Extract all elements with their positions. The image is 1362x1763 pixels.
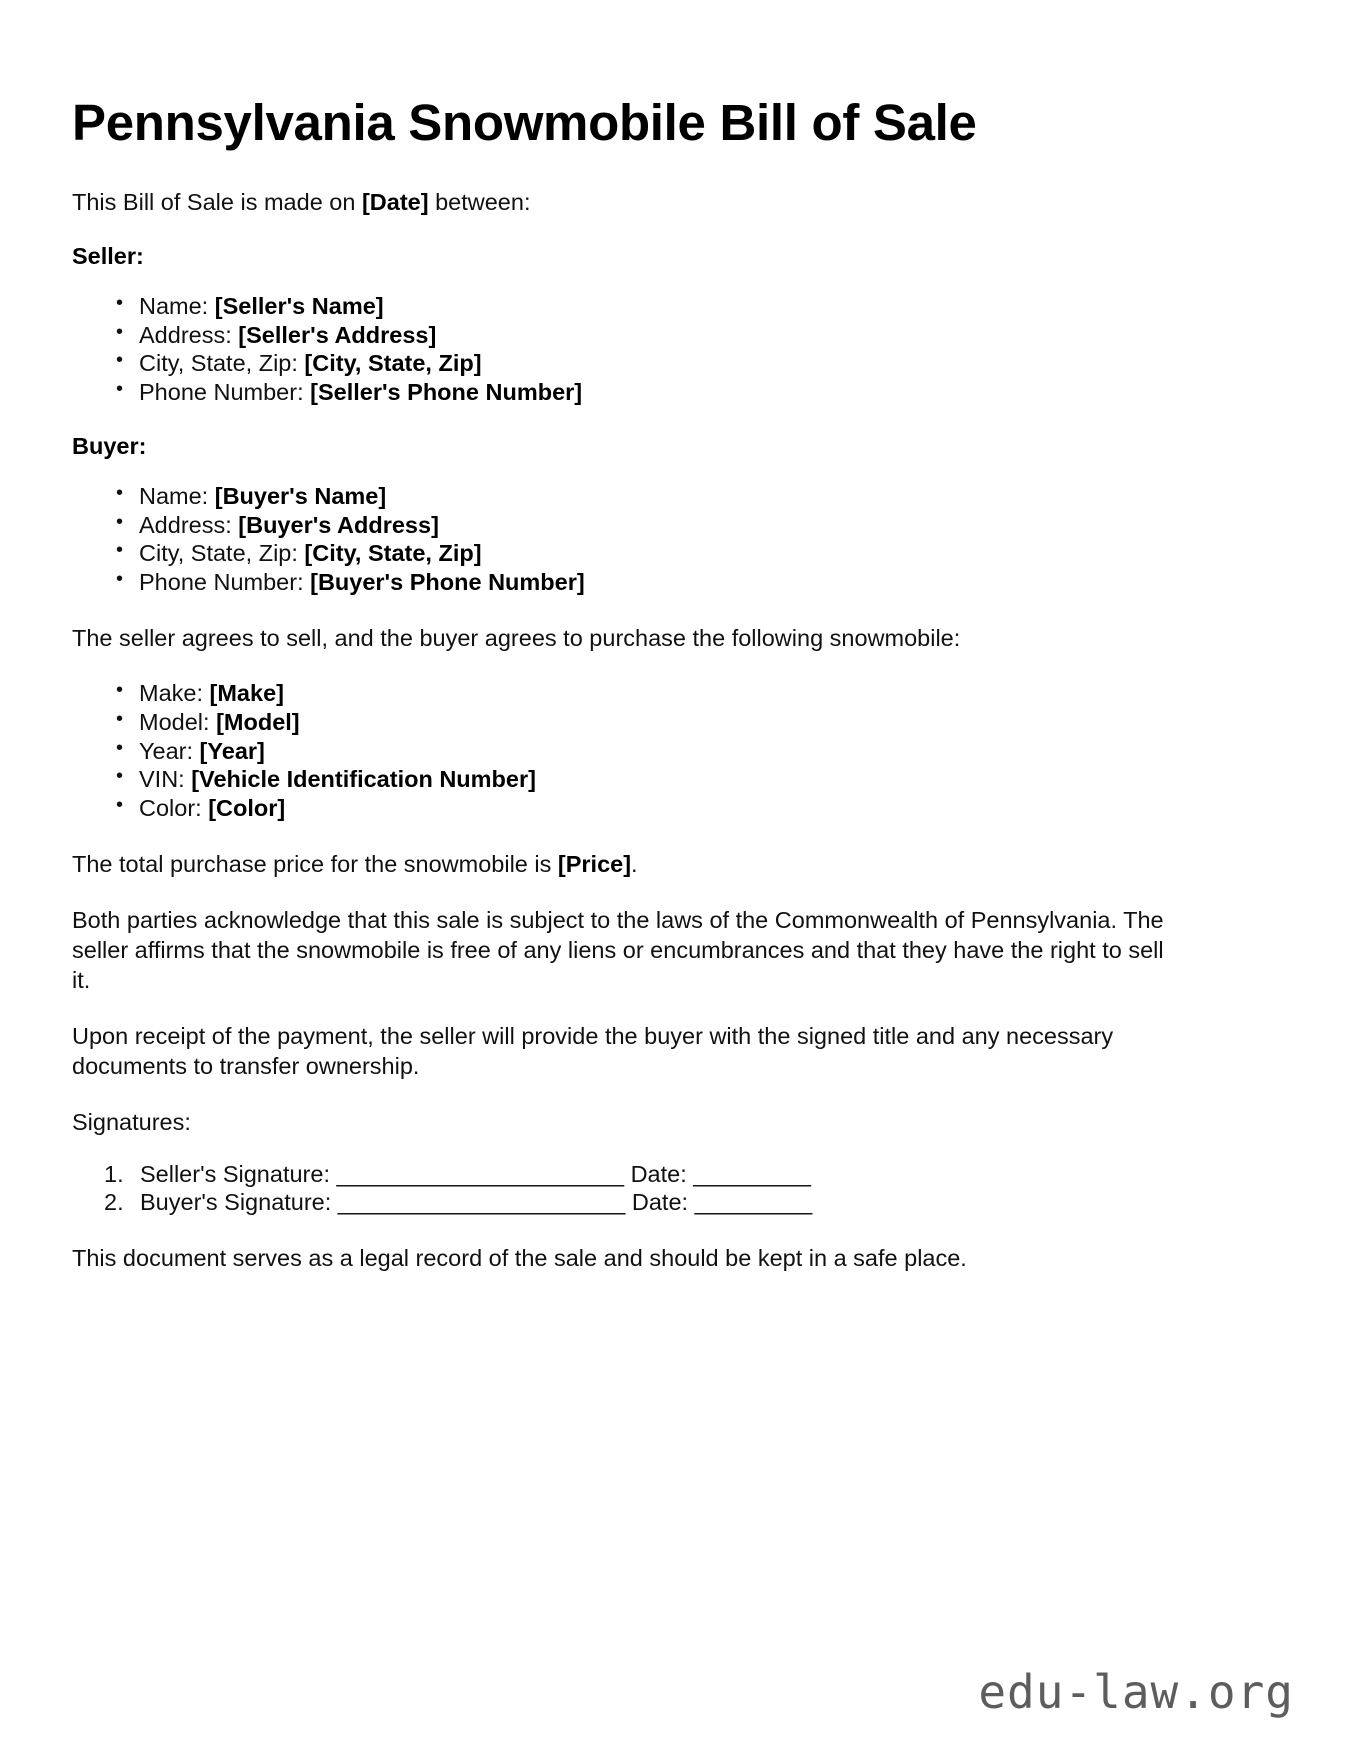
vehicle-year-label: Year: [139, 737, 200, 764]
buyer-name-value: [Buyer's Name] [214, 482, 387, 509]
list-item [112, 349, 1282, 378]
intro-text-before: This Bill of Sale is made on [72, 188, 362, 215]
list-item [112, 794, 1282, 823]
seller-phone-value: [Seller's Phone Number] [310, 379, 583, 406]
vehicle-details-list [72, 679, 1282, 823]
vehicle-make-value: [Make] [209, 680, 284, 707]
vehicle-year-value: [Year] [199, 737, 265, 764]
vehicle-model-label: Model: [139, 708, 217, 735]
vehicle-intro-paragraph: The seller agrees to sell, and the buyer agrees to purchase the following snowmobile: [72, 624, 961, 651]
list-item [112, 292, 1282, 321]
page-title: Pennsylvania Snowmobile Bill of Sale [72, 94, 977, 151]
seller-address-label: Address: [139, 321, 239, 348]
seller-phone-label: Phone Number: [139, 379, 311, 406]
site-watermark: edu-law.org [978, 1665, 1294, 1719]
buyer-heading: Buyer: [72, 432, 147, 459]
seller-citystatezip-label: City, State, Zip: [139, 350, 305, 377]
buyer-phone-label: Phone Number: [139, 569, 311, 596]
list-item [112, 679, 1282, 708]
list-item [112, 378, 1282, 407]
buyer-name-label: Name: [139, 482, 215, 509]
signatures-heading: Signatures: [72, 1109, 191, 1136]
buyer-citystatezip-label: City, State, Zip: [139, 540, 305, 567]
price-paragraph [72, 849, 1177, 879]
buyer-phone-value: [Buyer's Phone Number] [310, 569, 585, 596]
closing-paragraph: This document serves as a legal record of the sale and should be kept in a safe place. [72, 1244, 967, 1271]
list-item [112, 708, 1282, 737]
intro-text-after: between: [428, 188, 531, 215]
price-placeholder: [Price] [557, 850, 632, 877]
buyer-signature-line[interactable]: Buyer's Signature: ______________________ Date: _________ [140, 1189, 813, 1216]
seller-heading: Seller: [72, 242, 144, 269]
list-item [112, 765, 1282, 794]
seller-signature-line[interactable]: Seller's Signature: ______________________ Date: _________ [140, 1160, 811, 1187]
seller-details-list [72, 292, 1282, 407]
buyer-citystatezip-value: [City, State, Zip] [304, 540, 482, 567]
title-transfer-paragraph: Upon receipt of the payment, the seller will provide the buyer with the signed title and any necessary documents to transfer ownership. [72, 1023, 1114, 1080]
intro-paragraph [72, 187, 1177, 217]
vehicle-model-value: [Model] [216, 708, 300, 735]
vehicle-vin-label: VIN: [139, 766, 192, 793]
signature-lines-list [72, 1160, 1282, 1217]
buyer-details-list [72, 482, 1282, 597]
seller-citystatezip-value: [City, State, Zip] [304, 350, 482, 377]
list-item [112, 482, 1282, 511]
date-placeholder: [Date] [361, 188, 429, 215]
vehicle-color-value: [Color] [208, 795, 286, 822]
list-item [112, 568, 1282, 597]
price-text-before: The total purchase price for the snowmobile is [72, 850, 558, 877]
vehicle-vin-value: [Vehicle Identification Number] [191, 766, 536, 793]
vehicle-color-label: Color: [139, 795, 209, 822]
list-item [112, 321, 1282, 350]
list-item [112, 539, 1282, 568]
governing-law-paragraph: Both parties acknowledge that this sale is subject to the laws of the Commonwealth of Pennsylvania. The seller affirms that the snowmobile is free of any liens or encumbrances and that they have the right to sell it. [72, 907, 1164, 994]
list-item [112, 511, 1282, 540]
seller-address-value: [Seller's Address] [238, 321, 437, 348]
seller-name-label: Name: [139, 292, 215, 319]
vehicle-make-label: Make: [139, 680, 210, 707]
seller-name-value: [Seller's Name] [214, 292, 384, 319]
price-text-after: . [631, 850, 638, 877]
buyer-address-value: [Buyer's Address] [238, 511, 439, 538]
list-item [112, 737, 1282, 766]
buyer-address-label: Address: [139, 511, 239, 538]
